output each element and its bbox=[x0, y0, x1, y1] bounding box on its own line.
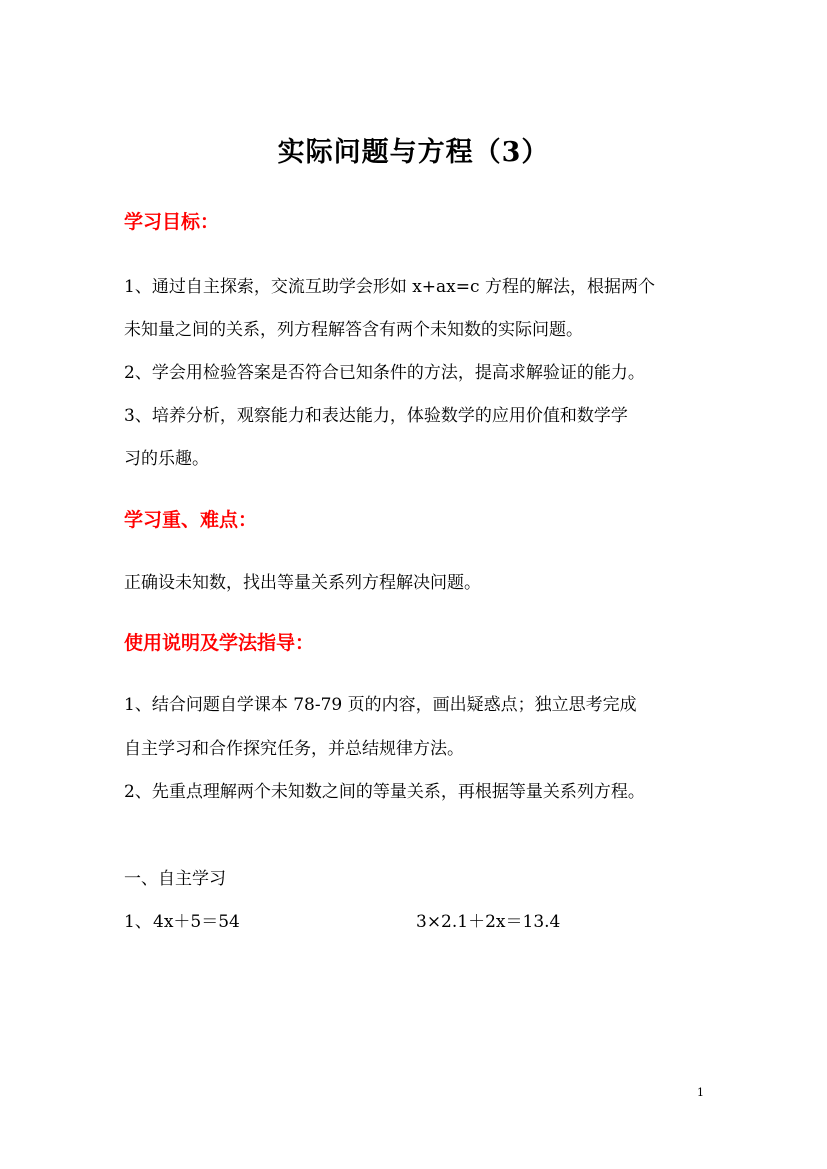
objectives-heading: 学习目标： bbox=[124, 211, 220, 233]
instructions-line-3: 2、先重点理解两个未知数之间的等量关系，再根据等量关系列方程。 bbox=[124, 782, 645, 802]
objectives-line-5: 习的乐趣。 bbox=[124, 449, 209, 469]
self-study-heading: 一、自主学习 bbox=[124, 869, 226, 889]
objectives-line-2: 未知量之间的关系，列方程解答含有两个未知数的实际问题。 bbox=[124, 320, 583, 340]
objectives-line-4: 3、培养分析，观察能力和表达能力，体验数学的应用价值和数学学 bbox=[124, 406, 628, 426]
instructions-heading: 使用说明及学法指导： bbox=[124, 632, 315, 654]
instructions-line-1: 1、结合问题自学课本 78-79 页的内容，画出疑惑点；独立思考完成 bbox=[124, 695, 637, 715]
objectives-line-3: 2、学会用检验答案是否符合已知条件的方法，提高求解验证的能力。 bbox=[124, 363, 645, 383]
instructions-line-2: 自主学习和合作探究任务，并总结规律方法。 bbox=[124, 739, 464, 759]
equation-1: 4x＋5＝54 bbox=[153, 912, 240, 932]
exercise-number: 1、 bbox=[124, 912, 152, 932]
equation-2: 3×2.1＋2x＝13.4 bbox=[416, 912, 561, 932]
key-points-line-1: 正确设未知数，找出等量关系列方程解决问题。 bbox=[124, 573, 481, 593]
objectives-line-1: 1、通过自主探索，交流互助学会形如 x+ax=c 方程的解法，根据两个 bbox=[124, 277, 655, 297]
page-title: 实际问题与方程（3） bbox=[277, 137, 550, 168]
key-points-heading: 学习重、难点： bbox=[124, 509, 258, 531]
page-number: 1 bbox=[697, 1086, 704, 1099]
